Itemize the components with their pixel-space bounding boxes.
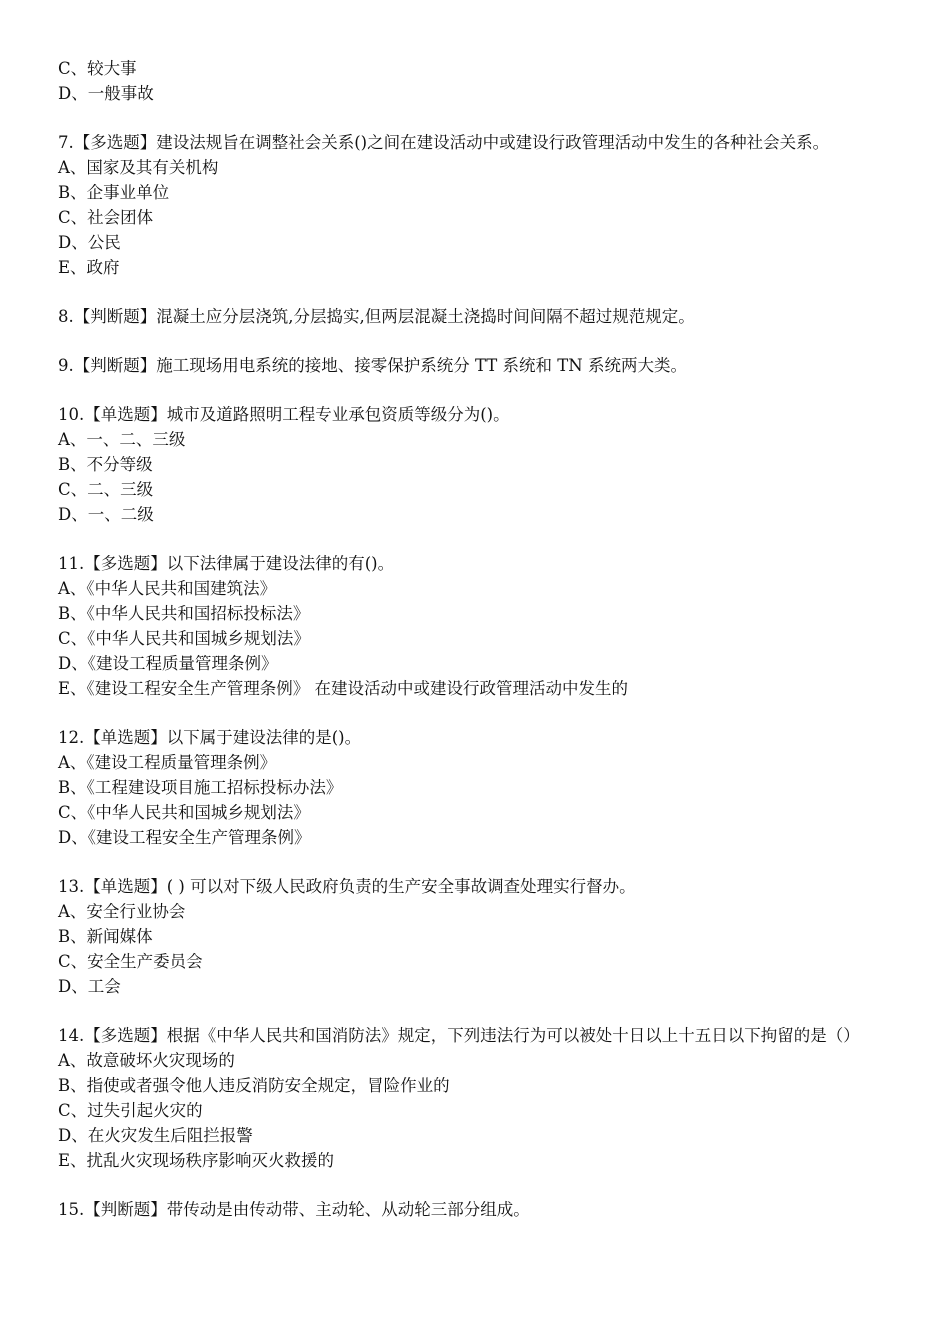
question-block bbox=[58, 874, 900, 999]
option: E、政府 bbox=[58, 258, 120, 277]
question-stem: 13.【单选题】( ) 可以对下级人民政府负责的生产安全事故调查处理实行督办。 bbox=[58, 877, 636, 896]
exam-document bbox=[58, 56, 900, 1222]
question-block bbox=[58, 1197, 900, 1222]
option: E、《建设工程安全生产管理条例》 在建设活动中或建设行政管理活动中发生的 bbox=[58, 679, 629, 698]
question-block bbox=[58, 56, 900, 106]
option: B、《中华人民共和国招标投标法》 bbox=[58, 604, 310, 623]
option: C、二、三级 bbox=[58, 480, 154, 499]
option: B、企事业单位 bbox=[58, 183, 170, 202]
option: C、社会团体 bbox=[58, 208, 154, 227]
option: A、国家及其有关机构 bbox=[58, 158, 219, 177]
option: C、《中华人民共和国城乡规划法》 bbox=[58, 803, 310, 822]
question-stem: 12.【单选题】以下属于建设法律的是()。 bbox=[58, 728, 362, 747]
option: E、扰乱火灾现场秩序影响灭火救援的 bbox=[58, 1151, 335, 1170]
option: B、不分等级 bbox=[58, 455, 153, 474]
question-block bbox=[58, 551, 900, 701]
question-stem: 9.【判断题】施工现场用电系统的接地、接零保护系统分 TT 系统和 TN 系统两大类。 bbox=[58, 356, 687, 375]
option: B、新闻媒体 bbox=[58, 927, 153, 946]
option: B、《工程建设项目施工招标投标办法》 bbox=[58, 778, 343, 797]
option: A、《建设工程质量管理条例》 bbox=[58, 753, 277, 772]
question-block bbox=[58, 304, 900, 329]
question-stem: 10.【单选题】城市及道路照明工程专业承包资质等级分为()。 bbox=[58, 405, 510, 424]
question-stem: 11.【多选题】以下法律属于建设法律的有()。 bbox=[58, 554, 395, 573]
option: C、安全生产委员会 bbox=[58, 952, 203, 971]
question-block bbox=[58, 1023, 900, 1173]
option: D、一、二级 bbox=[58, 505, 154, 524]
question-stem: 8.【判断题】混凝土应分层浇筑,分层捣实,但两层混凝土浇捣时间间隔不超过规范规定。 bbox=[58, 307, 695, 326]
option: D、公民 bbox=[58, 233, 121, 252]
option: D、工会 bbox=[58, 977, 121, 996]
question-block bbox=[58, 130, 900, 280]
option: C、过失引起火灾的 bbox=[58, 1101, 203, 1120]
option: A、故意破坏火灾现场的 bbox=[58, 1051, 235, 1070]
question-stem: 14.【多选题】根据《中华人民共和国消防法》规定，下列违法行为可以被处十日以上十五日以下拘留的是（） bbox=[58, 1026, 860, 1045]
question-block bbox=[58, 725, 900, 850]
question-stem: 7.【多选题】建设法规旨在调整社会关系()之间在建设活动中或建设行政管理活动中发生的各种社会关系。 bbox=[58, 133, 830, 152]
option: C、较大事 bbox=[58, 59, 137, 78]
option: A、一、二、三级 bbox=[58, 430, 186, 449]
question-stem: 15.【判断题】带传动是由传动带、主动轮、从动轮三部分组成。 bbox=[58, 1200, 530, 1219]
option: A、安全行业协会 bbox=[58, 902, 186, 921]
option: D、一般事故 bbox=[58, 84, 154, 103]
option: D、在火灾发生后阻拦报警 bbox=[58, 1126, 253, 1145]
option: A、《中华人民共和国建筑法》 bbox=[58, 579, 277, 598]
option: D、《建设工程安全生产管理条例》 bbox=[58, 828, 311, 847]
question-block bbox=[58, 402, 900, 527]
question-block bbox=[58, 353, 900, 378]
option: D、《建设工程质量管理条例》 bbox=[58, 654, 278, 673]
option: B、指使或者强令他人违反消防安全规定，冒险作业的 bbox=[58, 1076, 450, 1095]
option: C、《中华人民共和国城乡规划法》 bbox=[58, 629, 310, 648]
